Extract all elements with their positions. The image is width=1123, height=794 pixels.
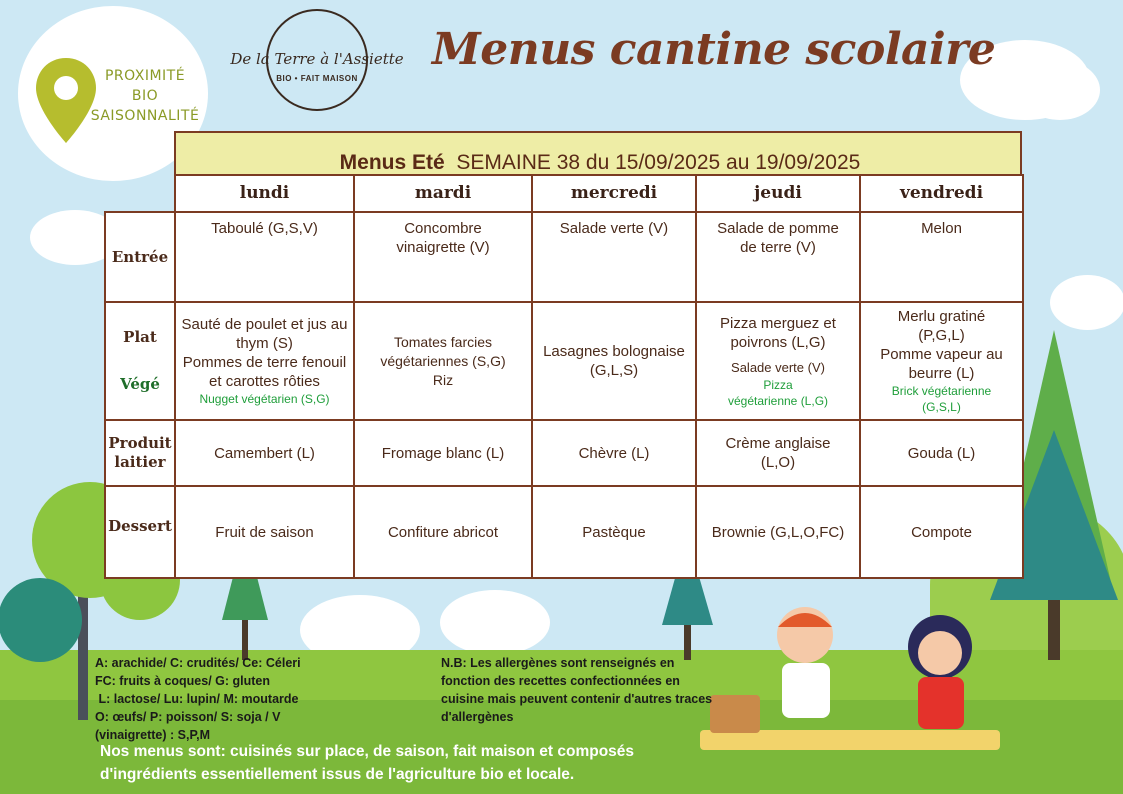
plat-lundi-side: Pommes de terre fenouil et carottes rôties xyxy=(182,354,347,390)
laitier-lundi: Camembert (L) xyxy=(175,420,354,486)
plat-mercredi xyxy=(532,302,696,420)
page-title: Menus cantine scolaire xyxy=(432,24,996,75)
entree-mardi: Concombre vinaigrette (V) xyxy=(354,212,532,302)
allergen-line: O: œufs/ P: poisson/ S: soja / V xyxy=(95,710,281,724)
picnic-kids-illustration xyxy=(700,605,1000,750)
plat-vendredi-side: Pomme vapeur au beurre (L) xyxy=(880,346,1003,382)
allergen-line: FC: fruits à coques/ G: gluten xyxy=(95,674,271,688)
week-range: SEMAINE 38 du 15/09/2025 au 19/09/2025 xyxy=(456,151,861,174)
dessert-mardi: Confiture abricot xyxy=(354,486,532,578)
allergen-line: (vinaigrette) : S,P,M xyxy=(95,728,211,742)
row-laitier xyxy=(105,420,1023,486)
row-label-laitier xyxy=(105,420,175,486)
menu-table xyxy=(104,174,1024,579)
location-pin-icon xyxy=(36,58,96,148)
plat-vendredi xyxy=(860,302,1023,420)
brand-tagline: BIO • FAIT MAISON xyxy=(276,74,358,83)
dessert-vendredi: Compote xyxy=(860,486,1023,578)
cloud-right xyxy=(1050,275,1123,330)
day-mercredi: mercredi xyxy=(532,175,696,212)
plat-mardi xyxy=(354,302,532,420)
day-header-row xyxy=(105,175,1023,212)
laitier-vendredi: Gouda (L) xyxy=(860,420,1023,486)
entree-lundi: Taboulé (G,S,V) xyxy=(175,212,354,302)
allergen-legend xyxy=(95,654,301,744)
plat-mercredi-main: Lasagnes bolognaise (G,L,S) xyxy=(543,343,685,379)
plat-lundi-main: Sauté de poulet et jus au thym (S) xyxy=(181,316,348,352)
row-dessert xyxy=(105,486,1023,578)
entree-vendredi: Melon xyxy=(860,212,1023,302)
footer-line-2: d'ingrédients essentiellement issus de l'agriculture bio et locale. xyxy=(100,766,575,783)
day-jeudi: jeudi xyxy=(696,175,860,212)
laitier-label-2: laitier xyxy=(114,453,166,471)
plat-vendredi-main: Merlu gratiné (P,G,L) xyxy=(897,308,986,344)
logo-line-bio: BIO xyxy=(131,88,159,104)
day-lundi: lundi xyxy=(175,175,354,212)
laitier-mardi: Fromage blanc (L) xyxy=(354,420,532,486)
laitier-label-1: Produit xyxy=(108,434,172,452)
plat-mardi-main: Tomates farcies végétariennes (S,G) xyxy=(380,333,506,369)
row-label-dessert: Dessert xyxy=(105,486,175,578)
plat-mardi-side: Riz xyxy=(432,371,454,388)
plat-jeudi-side: Salade verte (V) xyxy=(731,359,825,375)
row-entree xyxy=(105,212,1023,302)
plat-label: Plat xyxy=(123,328,157,346)
day-vendredi: vendredi xyxy=(860,175,1023,212)
season-label: Menus Eté xyxy=(339,151,445,174)
vege-label: Végé xyxy=(120,375,160,393)
logo-line-proximite: PROXIMITÉ xyxy=(104,68,186,84)
day-mardi: mardi xyxy=(354,175,532,212)
laitier-mercredi: Chèvre (L) xyxy=(532,420,696,486)
dessert-lundi: Fruit de saison xyxy=(175,486,354,578)
allergen-line: A: arachide/ C: crudités/ Ce: Céleri xyxy=(95,656,301,670)
entree-mercredi: Salade verte (V) xyxy=(532,212,696,302)
laitier-jeudi: Crème anglaise (L,O) xyxy=(696,420,860,486)
cloud-center-2 xyxy=(440,590,550,655)
logo-line-saisonnalite: SAISONNALITÉ xyxy=(90,108,200,124)
plat-jeudi xyxy=(696,302,860,420)
logo-text xyxy=(90,66,200,126)
table-corner xyxy=(105,175,175,212)
plat-lundi xyxy=(175,302,354,420)
entree-jeudi: Salade de pomme de terre (V) xyxy=(696,212,860,302)
cloud-top-right-2 xyxy=(1020,60,1100,120)
plat-lundi-vege: Nugget végétarien (S,G) xyxy=(199,392,330,406)
week-title xyxy=(176,151,1024,175)
week-header xyxy=(174,131,1022,175)
dessert-jeudi: Brownie (G,L,O,FC) xyxy=(696,486,860,578)
footer-statement xyxy=(100,740,634,786)
row-plat xyxy=(105,302,1023,420)
plat-vendredi-vege: Brick végétarienne (G,S,L) xyxy=(891,384,992,414)
allergen-line: L: lactose/ Lu: lupin/ M: moutarde xyxy=(95,692,299,706)
plat-jeudi-vege: Pizza végétarienne (L,G) xyxy=(727,377,829,408)
dessert-mercredi: Pastèque xyxy=(532,486,696,578)
allergen-note: N.B: Les allergènes sont renseignés en fonction des recettes confectionnées en cuisine mais peuvent contenir d'autres traces d'allergènes xyxy=(441,656,713,724)
brand-logo xyxy=(222,6,412,114)
brand-name: De la Terre à l'Assiette xyxy=(230,50,404,68)
footer-line-1: Nos menus sont: cuisinés sur place, de saison, fait maison et composés xyxy=(100,743,635,760)
row-label-plat xyxy=(105,302,175,420)
row-label-entree: Entrée xyxy=(105,212,175,302)
plat-jeudi-main: Pizza merguez et poivrons (L,G) xyxy=(720,314,836,351)
